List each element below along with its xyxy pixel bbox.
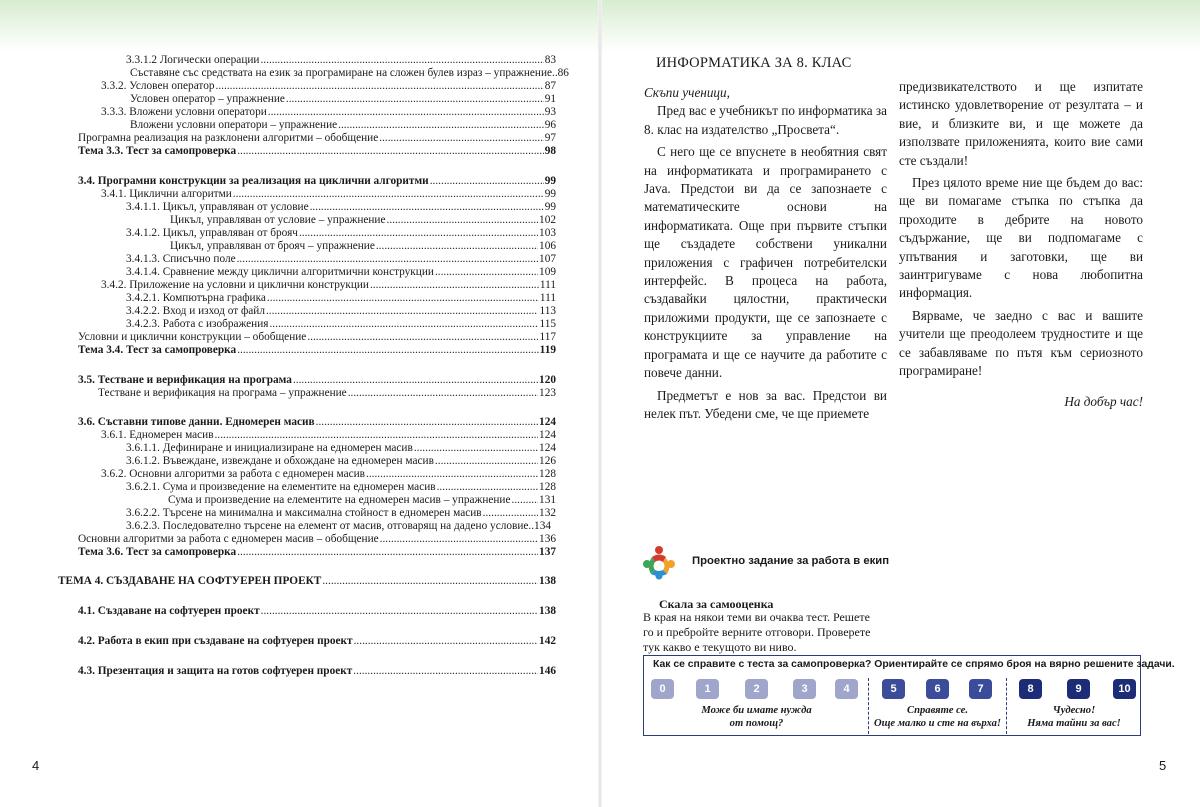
- toc-entry: [126, 318, 556, 331]
- toc-entry-label: 3.4.1.3. Списъчно поле: [126, 253, 236, 265]
- intro-paragraph: Предметът е нов за вас. Предстои ви нелек път. Убедени сме, че ще приемете: [644, 387, 887, 421]
- toc-entry: [78, 175, 556, 188]
- toc-entry-label: Цикъл, управляван от брояч – упражнение: [170, 240, 375, 252]
- toc-entry: [101, 279, 556, 292]
- toc-entry-page: 138: [539, 605, 556, 617]
- toc-entry: [126, 54, 556, 67]
- self-assessment-text: В края на някои теми ви очаква тест. Решете го и пребройте верните отговори. Проверете тук какво е текущото ви ниво.: [643, 610, 871, 655]
- toc-entry: [126, 266, 556, 279]
- toc-entry-label: 3.4.1.4. Сравнение между циклични алгоритмични конструкции: [126, 266, 434, 278]
- toc-entry-label: 3.3.2. Условен оператор: [101, 80, 215, 92]
- toc-entry-page: ..134: [528, 520, 551, 532]
- toc-entry-label: Сума и произведение на елементите на едномерен масив – упражнение: [168, 494, 511, 506]
- toc-leader-dots: [379, 132, 543, 145]
- score-10: 10: [1113, 679, 1136, 699]
- score-9: 9: [1067, 679, 1090, 699]
- toc-entry-label: 3.6.2.3. Последователно търсене на елемент от масив, отговарящ на дадено условие: [126, 520, 529, 532]
- toc-entry-page: 126: [539, 455, 556, 467]
- toc-entry-label: 3.3.3. Вложени условни оператори: [101, 106, 267, 118]
- toc-entry-page: 142: [539, 635, 556, 647]
- toc-entry-label: 3.6.2.1. Сума и произведение на елементите на едномерен масив: [126, 481, 436, 493]
- toc-leader-dots: [437, 481, 538, 494]
- score-0: 0: [651, 679, 674, 699]
- toc-entry-label: 3.4. Програмни конструкции за реализация на циклични алгоритми: [78, 175, 429, 187]
- toc-leader-dots: [267, 292, 539, 305]
- toc-entry-page: 107: [539, 253, 556, 265]
- scale-question: Как се справите с теста за самопроверка? Ориентирайте се спрямо броя на вярно решените задачи.: [653, 659, 1175, 670]
- toc-leader-dots: [260, 54, 543, 67]
- score-6: 6: [926, 679, 949, 699]
- toc-entry-page: 117: [539, 331, 556, 343]
- toc-entry-page: 146: [539, 665, 556, 677]
- toc-entry-label: 3.6.1.1. Дефиниране и инициализиране на едномерен масив: [126, 442, 413, 454]
- score-2: 2: [745, 679, 768, 699]
- toc-entry-page: 102: [539, 214, 556, 226]
- toc-entry-page: 99: [544, 201, 556, 213]
- toc-leader-dots: [353, 665, 538, 678]
- toc-entry-label: 3.4.1.1. Цикъл, управляван от условие: [126, 201, 309, 213]
- toc-entry-label: 4.3. Презентация и защита на готов софтуерен проект: [78, 665, 353, 677]
- toc-entry: [78, 635, 556, 648]
- toc-leader-dots: [293, 374, 538, 387]
- toc-leader-dots: [237, 546, 538, 559]
- toc-entry-page: 138: [539, 575, 556, 587]
- toc-leader-dots: [430, 175, 544, 188]
- toc-leader-dots: [268, 106, 544, 119]
- toc-entry-page: 115: [539, 318, 556, 330]
- toc-entry-page: 128: [539, 468, 556, 480]
- toc-leader-dots: [237, 344, 538, 357]
- toc-entry-label: 3.6.1.2. Въвеждане, извеждане и обхождане на едномерен масив: [126, 455, 434, 467]
- toc-leader-dots: [299, 227, 538, 240]
- toc-entry-page: 113: [539, 305, 556, 317]
- toc-entry: [170, 240, 556, 253]
- score-3: 3: [793, 679, 816, 699]
- toc-leader-dots: [338, 119, 544, 132]
- toc-entry-label: 3.6.2.2. Търсене на минимална и максимална стойност в едномерен масив: [126, 507, 482, 519]
- toc-entry-label: 3.6.1. Едномерен масив: [101, 429, 214, 441]
- toc-entry-page: 98: [544, 145, 556, 157]
- toc-entry-page: 87: [544, 80, 556, 92]
- toc-entry-page: 99: [544, 175, 556, 187]
- toc-entry: [126, 507, 556, 520]
- toc-leader-dots: [435, 455, 538, 468]
- toc-entry-page: 91: [544, 93, 556, 105]
- toc-entry: [126, 455, 556, 468]
- toc-leader-dots: [216, 80, 544, 93]
- toc-entry: [101, 429, 556, 442]
- level-low-label: Може би имате нужда от помощ?: [701, 705, 812, 729]
- score-4: 4: [835, 679, 858, 699]
- self-assessment-title: Скала за самооценка: [659, 597, 774, 611]
- level-high-label: Чудесно! Няма тайни за вас!: [1027, 705, 1121, 729]
- toc-entry: [130, 67, 569, 80]
- toc-entry: [78, 546, 556, 559]
- toc-leader-dots: [322, 575, 538, 588]
- toc-entry-label: 3.4.2.2. Вход и изход от файл: [126, 305, 265, 317]
- toc-entry-label: 3.5. Тестване и верификация на програма: [78, 374, 292, 386]
- toc-entry-page: 123: [539, 387, 556, 399]
- score-8: 8: [1019, 679, 1042, 699]
- toc-entry: [126, 520, 556, 533]
- intro-paragraph: Пред вас е учебникът по информатика за 8. клас на издателство „Просвета“.: [644, 103, 887, 137]
- toc-leader-dots: [261, 605, 538, 618]
- toc-entry: [126, 292, 556, 305]
- toc-entry: [78, 416, 556, 429]
- toc-entry-label: Вложени условни оператори – упражнение: [130, 119, 338, 131]
- page-number-left: 4: [32, 758, 40, 773]
- left-header-band: [0, 0, 598, 52]
- toc-entry-page: 96: [544, 119, 556, 131]
- toc-entry-page: 128: [539, 481, 556, 493]
- score-1: 1: [696, 679, 719, 699]
- score-5: 5: [882, 679, 905, 699]
- toc-entry: [78, 665, 556, 678]
- toc-entry-label: Тестване и верификация на програма – упражнение: [98, 387, 347, 399]
- toc-entry-page: 97: [544, 132, 556, 144]
- scale-separator: [1006, 678, 1007, 734]
- toc-entry-label: ТЕМА 4. СЪЗДАВАНЕ НА СОФТУЕРЕН ПРОЕКТ: [58, 575, 322, 587]
- toc-leader-dots: [380, 533, 538, 546]
- toc-entry-page: 111: [539, 292, 556, 304]
- right-header-band: [602, 0, 1200, 52]
- toc-entry: [78, 374, 556, 387]
- book-spine: [598, 0, 602, 807]
- toc-entry-page: 93: [544, 106, 556, 118]
- toc-entry: [130, 93, 556, 106]
- toc-entry-label: 4.1. Създаване на софтуерен проект: [78, 605, 260, 617]
- toc-entry-page: 136: [539, 533, 556, 545]
- level-mid-label: Справяте се. Още малко и сте на върха!: [873, 705, 1002, 729]
- toc-entry: [78, 605, 556, 618]
- scale-separator: [868, 678, 869, 734]
- toc-entry-label: 3.6.2. Основни алгоритми за работа с едномерен масив: [101, 468, 365, 480]
- intro-paragraph: предизвикателството и ще изпитате истинско удовлетворение от резултата – и вие, и близките ви, и ще можете да използвате приложенията, които вие сами сте създали!: [899, 79, 1143, 168]
- toc-leader-dots: [286, 93, 544, 106]
- toc-entry-page: 120: [539, 374, 556, 386]
- toc-leader-dots: [366, 468, 538, 481]
- toc-entry: [101, 188, 556, 201]
- self-assessment-scale: [643, 655, 1175, 736]
- toc-entry-label: Тема 3.6. Тест за самопроверка: [78, 546, 237, 558]
- toc-entry-label: 3.4.2. Приложение на условни и циклични конструкции: [101, 279, 369, 291]
- toc-entry-label: 3.4.1.2. Цикъл, управляван от брояч: [126, 227, 298, 239]
- toc-entry-label: 3.4.2.3. Работа с изображения: [126, 318, 269, 330]
- toc-entry: [126, 305, 556, 318]
- toc-leader-dots: [354, 635, 538, 648]
- toc-leader-dots: [370, 279, 539, 292]
- toc-leader-dots: [269, 318, 538, 331]
- toc-entry: [126, 442, 556, 455]
- toc-leader-dots: [348, 387, 538, 400]
- toc-entry: [78, 145, 556, 158]
- toc-entry: [101, 106, 556, 119]
- farewell: На добър час!: [1064, 393, 1143, 409]
- toc-entry: [58, 575, 556, 588]
- toc-entry: [101, 80, 556, 93]
- toc-leader-dots: [307, 331, 538, 344]
- toc-entry-label: 3.4.1. Циклични алгоритми: [101, 188, 232, 200]
- toc-entry: [78, 132, 556, 145]
- toc-entry-page: ..86: [552, 67, 569, 79]
- toc-entry-page: 124: [539, 416, 556, 428]
- toc-entry-page: 137: [539, 546, 556, 558]
- toc-entry-page: 131: [539, 494, 556, 506]
- intro-paragraph: Вярваме, че заедно с вас и вашите учители ще преодолеем трудностите и ще се забавляваме по пътя към сериозното програмиране!: [899, 307, 1143, 379]
- intro-paragraph: С него ще се впуснете в необятния свят на информатиката и програмирането с Java. Предстои ви да се запознаете с математическите основи на информатиката. Още при първите стъпки ще създадете собствени уникални приложения с графичен потребителски интерфейс. В процеса на работа, създавайки цялостни, практически приложими продукти, ще се запознаете с конструкциите за управление на програмата и ще се научите да работите с повече данни.: [644, 144, 887, 381]
- toc-entry: [78, 533, 556, 546]
- toc-entry: [126, 481, 556, 494]
- toc-entry: [101, 468, 556, 481]
- toc-entry-page: 132: [539, 507, 556, 519]
- toc-entry-label: Основни алгоритми за работа с едномерен масив – обобщение: [78, 533, 379, 545]
- toc-entry-label: Съставяне със средствата на език за програмиране на сложен булев израз – упражнение: [130, 67, 552, 79]
- toc-entry: [130, 119, 556, 132]
- toc-entry-label: Условен оператор – упражнение: [130, 93, 285, 105]
- toc-leader-dots: [414, 442, 538, 455]
- intro-column-left: [644, 84, 887, 427]
- toc-leader-dots: [215, 429, 539, 442]
- toc-leader-dots: [512, 494, 539, 507]
- toc-leader-dots: [387, 214, 539, 227]
- page-number-right: 5: [1159, 758, 1167, 773]
- toc-leader-dots: [310, 201, 544, 214]
- toc-entry-page: 124: [539, 429, 556, 441]
- toc-entry-label: 3.4.2.1. Компютърна графика: [126, 292, 266, 304]
- toc-leader-dots: [483, 507, 538, 520]
- toc-entry-page: 109: [539, 266, 556, 278]
- toc-entry-page: 99: [544, 188, 556, 200]
- toc-entry-label: Цикъл, управляван от условие – упражнение: [170, 214, 386, 226]
- toc-leader-dots: [237, 253, 538, 266]
- toc-entry-label: Условни и циклични конструкции – обобщение: [78, 331, 307, 343]
- team-work-icon: [641, 544, 677, 580]
- toc-entry-label: 3.3.1.2 Логически операции: [126, 54, 260, 66]
- toc-entry-page: 106: [539, 240, 556, 252]
- toc-entry-label: Тема 3.3. Тест за самопроверка: [78, 145, 237, 157]
- book-title: ИНФОРМАТИКА ЗА 8. КЛАС: [656, 55, 852, 71]
- intro-paragraph: През цялото време ние ще бъдем до вас: ще ви помагаме стъпка по стъпка да проходите в дебрите на новото съдържание, ще ви подпомагаме с упътвания и заготовки, ще ви заинтригуваме с нова любопитна информация.: [899, 175, 1143, 301]
- toc-entry-page: 103: [539, 227, 556, 239]
- toc-leader-dots: [435, 266, 538, 279]
- toc-entry: [126, 201, 556, 214]
- toc-leader-dots: [233, 188, 544, 201]
- toc-entry: [78, 344, 556, 357]
- toc-entry: [126, 253, 556, 266]
- intro-column-right: [899, 78, 1143, 415]
- toc-entry: [126, 227, 556, 240]
- toc-entry-page: 111: [539, 279, 556, 291]
- toc-entry-label: Тема 3.4. Тест за самопроверка: [78, 344, 237, 356]
- toc-entry: [170, 214, 556, 227]
- toc-entry: [78, 331, 556, 344]
- toc-entry-label: 4.2. Работа в екип при създаване на софтуерен проект: [78, 635, 353, 647]
- team-task-label: Проектно задание за работа в екип: [692, 555, 890, 567]
- toc-entry-page: 124: [539, 442, 556, 454]
- toc-leader-dots: [376, 240, 538, 253]
- toc-leader-dots: [266, 305, 538, 318]
- toc-entry-label: Програмна реализация на разклонени алгоритми – обобщение: [78, 132, 379, 144]
- toc-entry-page: 119: [539, 344, 556, 356]
- toc-entry-page: 83: [544, 54, 556, 66]
- toc-entry: [98, 387, 556, 400]
- toc-leader-dots: [237, 145, 544, 158]
- toc-entry-label: 3.6. Съставни типове данни. Едномерен масив: [78, 416, 315, 428]
- toc-entry: [168, 494, 556, 507]
- greeting: Скъпи ученици,: [644, 85, 730, 100]
- score-7: 7: [969, 679, 992, 699]
- toc-leader-dots: [316, 416, 538, 429]
